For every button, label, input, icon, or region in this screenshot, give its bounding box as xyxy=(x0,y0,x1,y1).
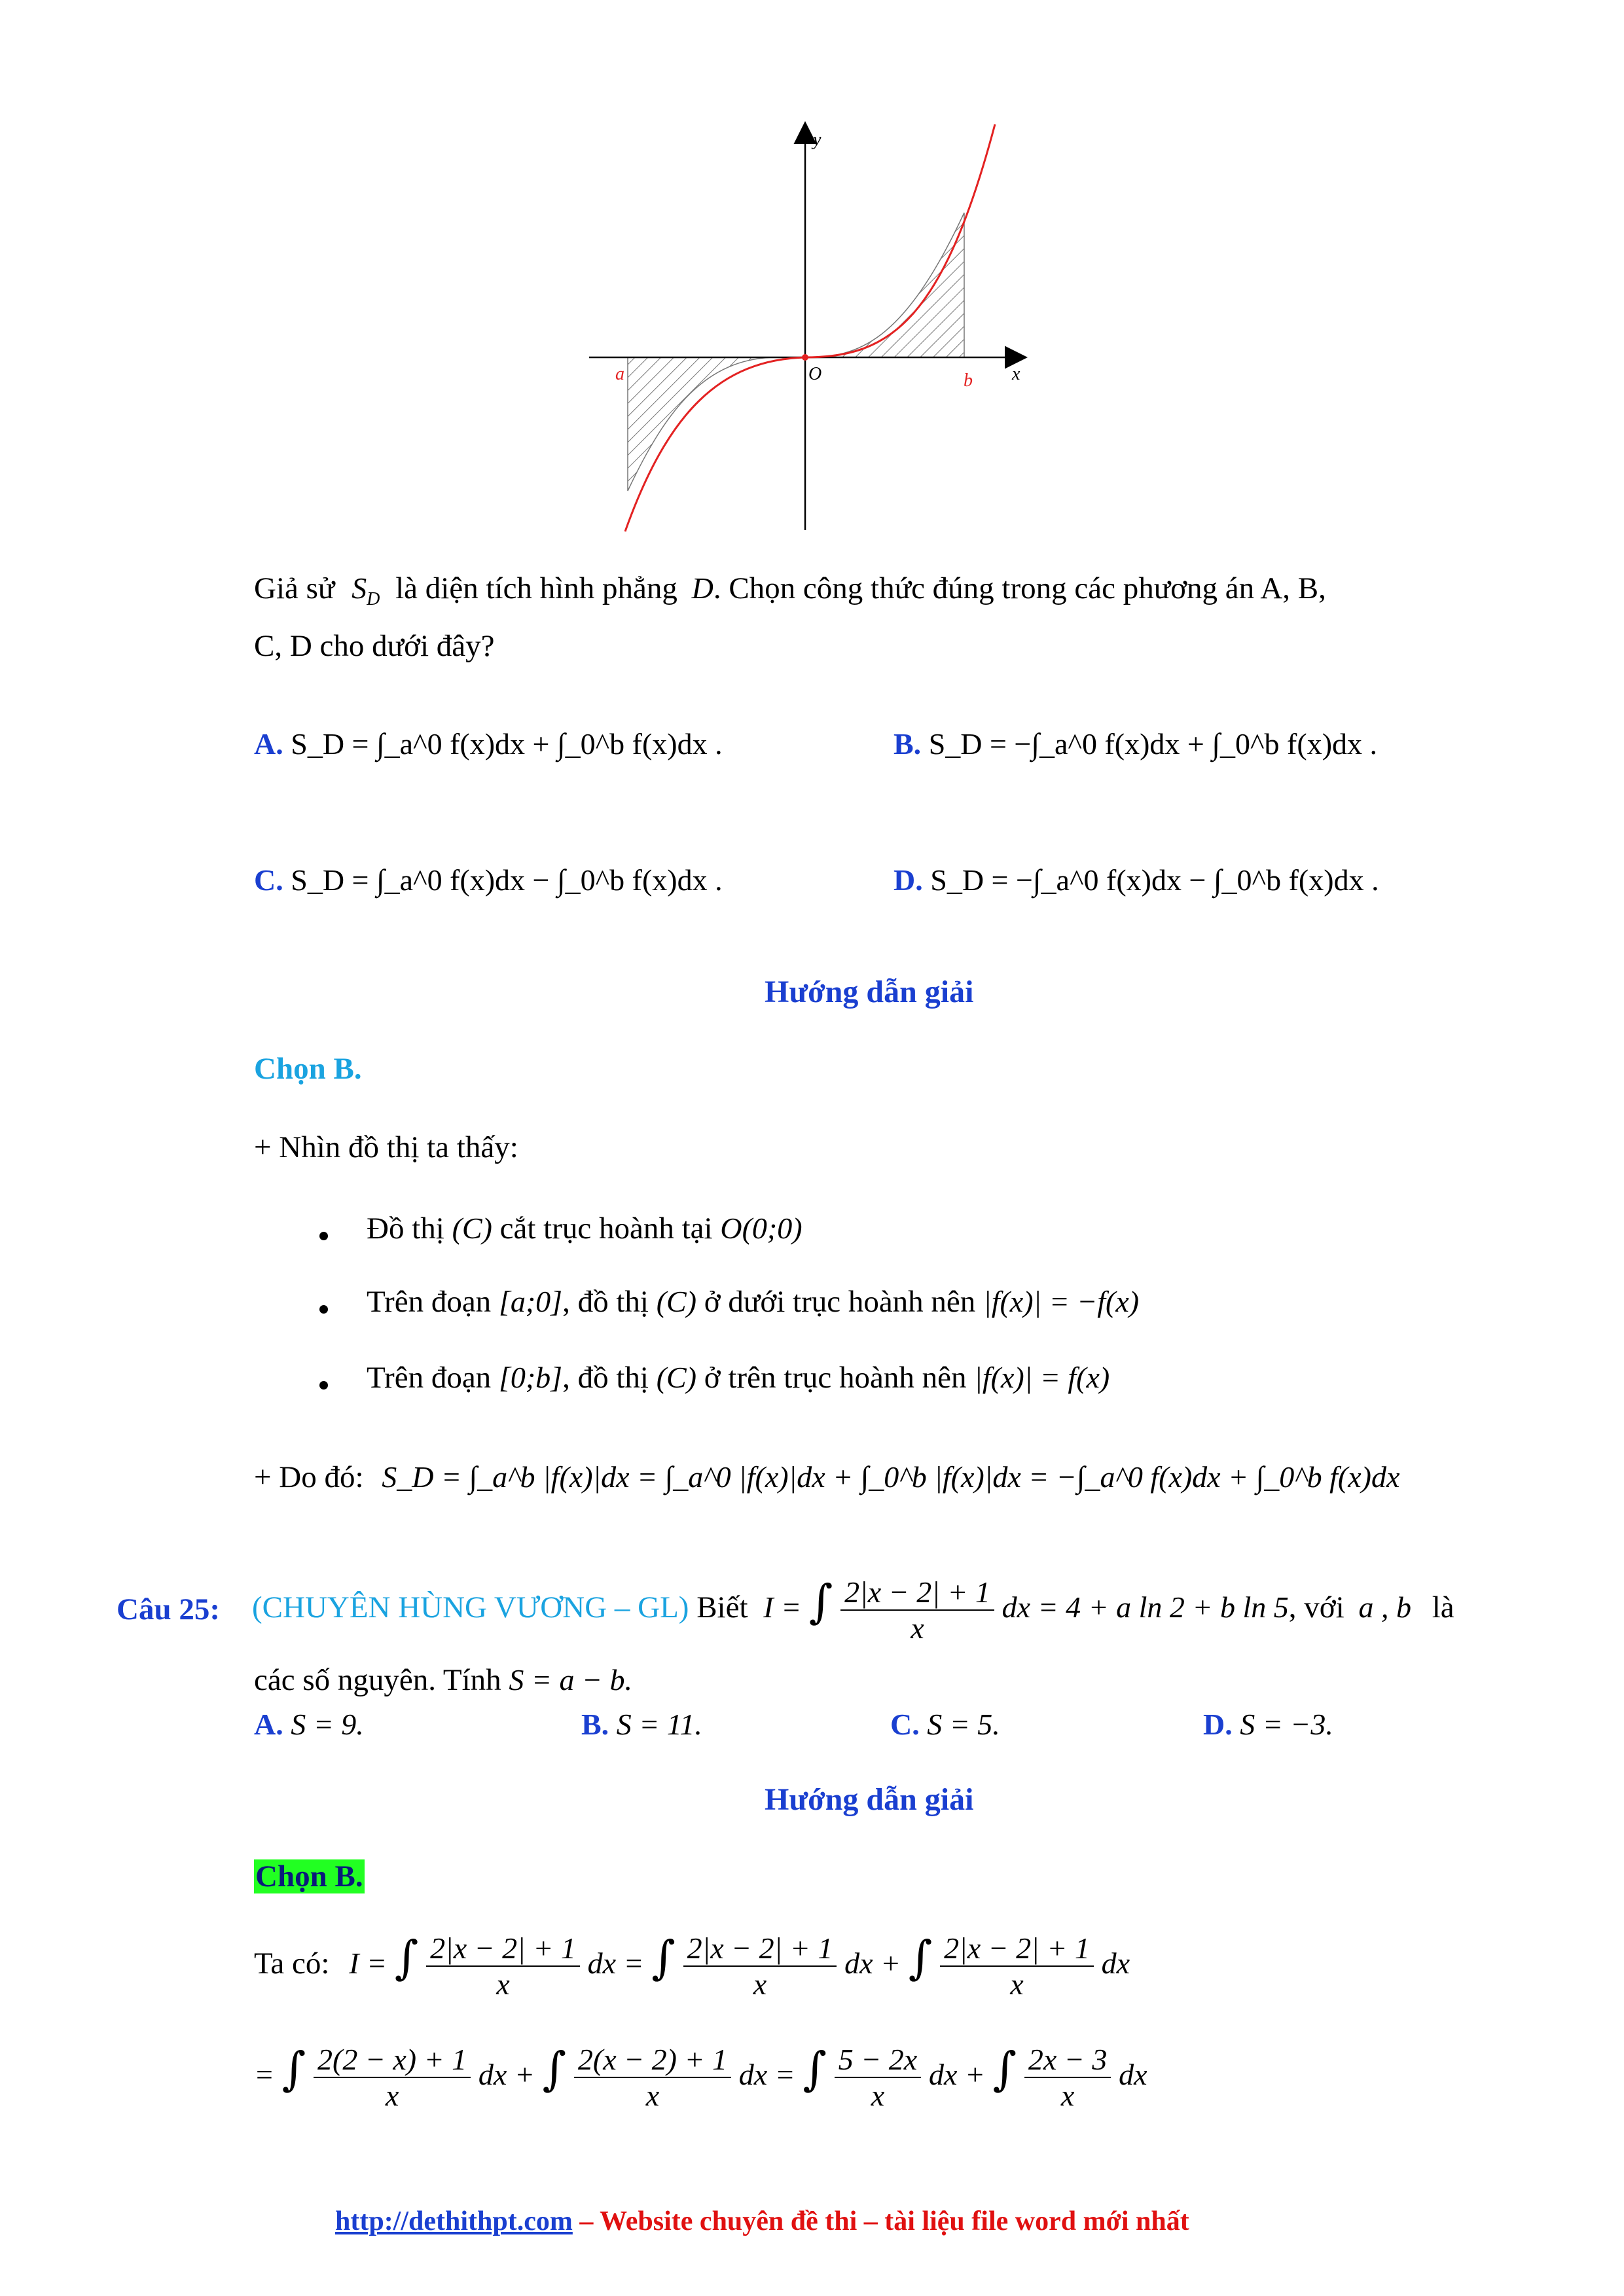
x-axis-label: x xyxy=(1012,364,1020,384)
option-letter: C. xyxy=(254,863,283,897)
q24-conclusion: + Do đó: S_D = ∫_a^b |f(x)|dx = ∫_a^0 |f(x)|dx + ∫_0^b |f(x)|dx = −∫_a^0 f(x)dx + ∫_0^b f(x)dx xyxy=(254,1460,1400,1494)
option-letter: D. xyxy=(893,863,923,897)
origin-point xyxy=(802,354,808,361)
b-label: b xyxy=(964,370,973,391)
footer-link[interactable]: http://dethithpt.com xyxy=(335,2206,573,2236)
q25-label: Câu 25: xyxy=(117,1592,220,1626)
q25-guide-title: Hướng dẫn giải xyxy=(765,1782,974,1817)
q25-option-a[interactable] xyxy=(254,1707,364,1742)
option-letter: D. xyxy=(1203,1708,1233,1741)
q24-option-a[interactable] xyxy=(254,726,723,761)
q25-solution-line2: = ∫ $\frac{2(2 - x) + 1}{x}$ dx + ∫ $\frac{2(x - 2) + 1}{x}$ dx = ∫ $\frac{5 - 2x}{x}$ dx + ∫ $\frac{2x - 3}{x}$ dx xyxy=(254,2042,1147,2113)
option-value: S = −3. xyxy=(1240,1708,1333,1741)
q25-solution-line1: Ta có: I = ∫ $\frac{2|x - 2| + 1}{x}$ dx = ∫ $\frac{2|x - 2| + 1}{x}$ dx + ∫ $\frac{2|x - 2| + 1}{x}$ dx xyxy=(254,1931,1130,2001)
option-value: S = 11. xyxy=(616,1708,702,1741)
q24-option-d[interactable] xyxy=(893,863,1379,897)
q25-option-c[interactable] xyxy=(890,1707,1000,1742)
footer xyxy=(335,2206,1189,2237)
option-letter: B. xyxy=(893,727,922,761)
q24-guide-title: Hướng dẫn giải xyxy=(765,975,974,1009)
q24-prompt-line1: Giả sử $S_D$ là diện tích hình phẳng D. Chọn công thức đúng trong các phương án A, B, xyxy=(254,571,1326,610)
q25-option-b[interactable] xyxy=(581,1707,702,1742)
option-letter: B. xyxy=(581,1708,609,1741)
y-axis-label: y xyxy=(813,130,821,150)
option-letter: A. xyxy=(254,727,283,761)
option-formula: S_D = ∫_a^0 f(x)dx + ∫_0^b f(x)dx . xyxy=(291,727,723,761)
q24-bullet-2: Trên đoạn [a;0], đồ thị (C) ở dưới trục hoành nên |f(x)| = −f(x) xyxy=(367,1285,1140,1319)
footer-text: – Website chuyên đề thi – tài liệu file word mới nhất xyxy=(572,2206,1189,2236)
q24-answer: Chọn B. xyxy=(254,1052,362,1086)
bullet-dot xyxy=(319,1381,328,1390)
option-letter: A. xyxy=(254,1708,283,1741)
option-value: S = 9. xyxy=(291,1708,364,1741)
q24-bullet-1: Đồ thị (C) cắt trục hoành tại O(0;0) xyxy=(367,1211,803,1246)
option-value: S = 5. xyxy=(927,1708,1000,1741)
hatched-region-right xyxy=(806,213,964,357)
option-formula: S_D = −∫_a^0 f(x)dx + ∫_0^b f(x)dx . xyxy=(928,727,1378,761)
q24-option-c[interactable] xyxy=(254,863,723,897)
q24-bullet-3: Trên đoạn [0;b], đồ thị (C) ở trên trục hoành nên |f(x)| = f(x) xyxy=(367,1361,1110,1395)
option-formula: S_D = ∫_a^0 f(x)dx − ∫_0^b f(x)dx . xyxy=(291,863,723,897)
q25-stem-line1: (CHUYÊN HÙNG VƯƠNG – GL) Biết I = ∫ $\frac{2|x - 2| + 1}{x}$ dx = 4 + a ln 2 + b ln 5, với a , b là xyxy=(252,1575,1454,1645)
q25-option-d[interactable] xyxy=(1203,1707,1333,1742)
q24-prompt-line2: C, D cho dưới đây? xyxy=(254,629,495,663)
a-label: a xyxy=(615,364,624,384)
q24-note: + Nhìn đồ thị ta thấy: xyxy=(254,1130,518,1164)
area-figure xyxy=(576,118,1034,543)
q25-stem-line2: các số nguyên. Tính S = a − b. xyxy=(254,1663,632,1697)
bullet-dot xyxy=(319,1232,328,1240)
bullet-dot xyxy=(319,1305,328,1314)
hatched-region-left xyxy=(628,357,772,491)
q25-answer: Chọn B. xyxy=(255,1859,363,1893)
q24-option-b[interactable] xyxy=(893,726,1377,761)
origin-label: O xyxy=(808,364,822,384)
option-letter: C. xyxy=(890,1708,920,1741)
option-formula: S_D = −∫_a^0 f(x)dx − ∫_0^b f(x)dx . xyxy=(930,863,1379,897)
